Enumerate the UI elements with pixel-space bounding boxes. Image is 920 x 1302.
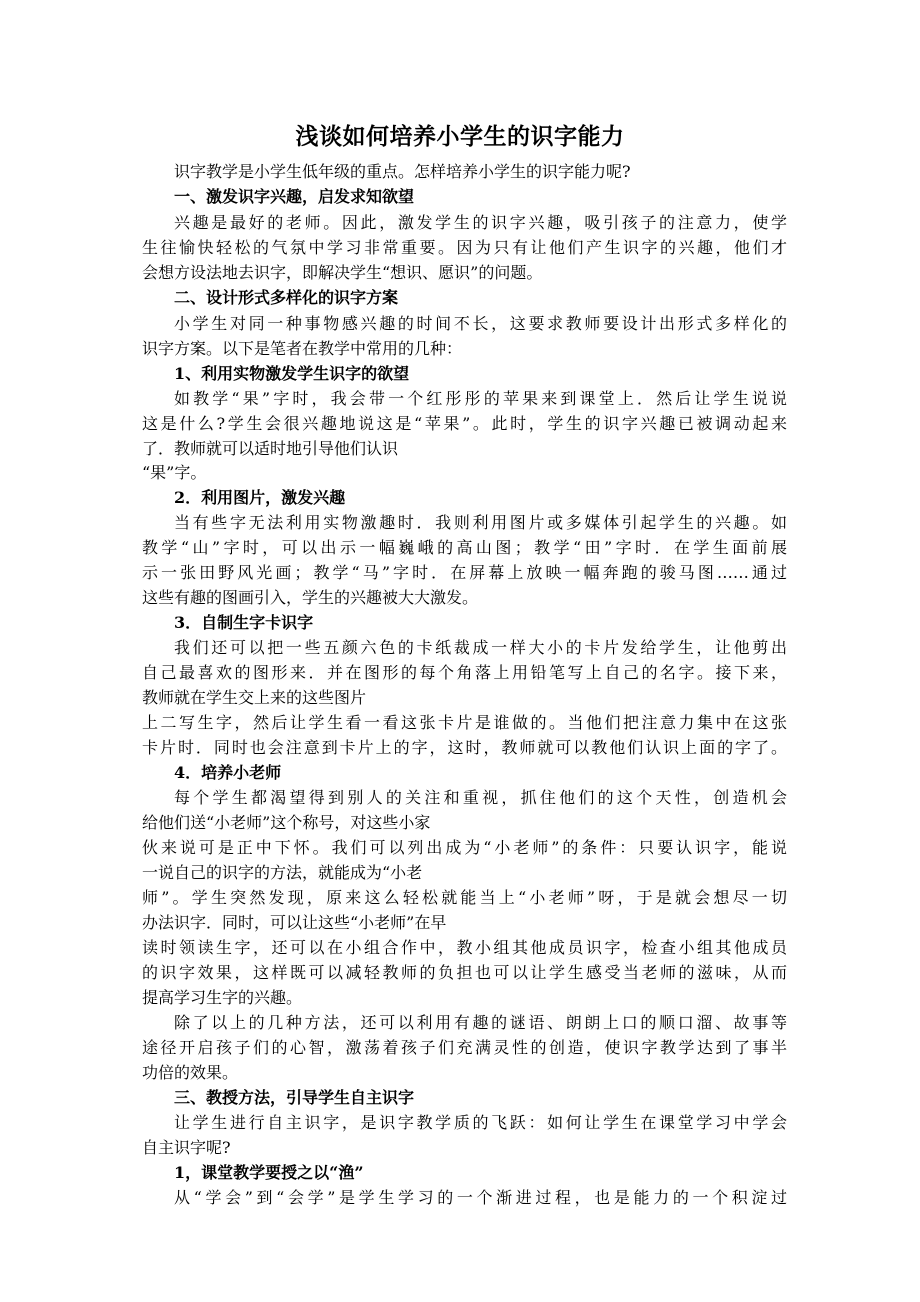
body-text-line: 小学生对同一种事物感兴趣的时间不长，这要求教师要设计出形式多样化的 [174, 314, 787, 333]
body-text-line: 卡片时．同时也会注意到卡片上的字，这时，教师就可以教他们认识上面的字了。 [142, 738, 787, 757]
section-heading: 1，课堂教学要授之以“渔” [174, 1163, 364, 1182]
section-heading: 1、利用实物激发学生识字的欲望 [174, 364, 410, 383]
body-text-line: 生往愉快轻松的气氛中学习非常重要。因为只有让他们产生识字的兴趣，他们才 [142, 238, 787, 257]
body-text-line: 自主识字呢? [142, 1138, 231, 1157]
body-text-line: 如教学“果”字时，我会带一个红彤彤的苹果来到课堂上．然后让学生说说 [174, 389, 787, 408]
body-text-line: 会想方设法地去识字，即解决学生“想识、愿识”的问题。 [142, 263, 543, 282]
body-text-line: 了．教师就可以适时地引导他们认识 [142, 439, 399, 458]
body-text-line: 教师就在学生交上来的这些图片 [142, 688, 367, 707]
body-text-line: 这是什么?学生会很兴趣地说这是“苹果”。此时，学生的识字兴趣已被调动起来 [142, 414, 787, 433]
body-text-line: 兴趣是最好的老师。因此，激发学生的识字兴趣，吸引孩子的注意力，使学 [174, 213, 787, 232]
body-text-line: 提高学习生字的兴趣。 [142, 988, 303, 1007]
body-text-line: 识字教学是小学生低年级的重点。怎样培养小学生的识字能力呢? [174, 162, 631, 181]
body-text-line: 每个学生都渴望得到别人的关注和重视，抓住他们的这个天性，创造机会 [174, 788, 787, 807]
body-text-line: 一说自己的识字的方法，就能成为“小老 [142, 863, 423, 882]
section-heading: 三、教授方法，引导学生自主识字 [174, 1088, 415, 1107]
body-text-line: 识字方案。以下是笔者在教学中常用的几种： [142, 339, 463, 358]
body-text-line: 的识字效果，这样既可以减轻教师的负担也可以让学生感受当老师的滋味，从而 [142, 963, 787, 982]
body-text-line: 这些有趣的图画引入，学生的兴趣被大大激发。 [142, 588, 479, 607]
section-heading: 2．利用图片，激发兴趣 [174, 488, 346, 507]
body-text-line: 我们还可以把一些五颜六色的卡纸裁成一样大小的卡片发给学生，让他剪出 [174, 638, 787, 657]
body-text-line: 途径开启孩子们的心智，激荡着孩子们充满灵性的创造，使识字教学达到了事半 [142, 1038, 787, 1057]
body-text-line: 示一张田野风光画；教学“马”字时．在屏幕上放映一幅奔跑的骏马图……通过 [142, 563, 787, 582]
body-text-line: 除了以上的几种方法，还可以利用有趣的谜语、朗朗上口的顺口溜、故事等 [174, 1013, 787, 1032]
section-heading: 二、设计形式多样化的识字方案 [174, 288, 399, 307]
body-text-line: 师”。学生突然发现，原来这么轻松就能当上“小老师”呀，于是就会想尽一切 [142, 888, 787, 907]
section-heading: 一、激发识字兴趣，启发求知欲望 [174, 187, 415, 206]
body-text-line: 从“学会”到“会学”是学生学习的一个渐进过程，也是能力的一个积淀过 [174, 1188, 787, 1207]
body-text-line: 当有些字无法利用实物激趣时．我则利用图片或多媒体引起学生的兴趣。如 [174, 513, 787, 532]
section-heading: 4．培养小老师 [174, 763, 282, 782]
body-text-line: 伙来说可是正中下怀。我们可以列出成为“小老师”的条件：只要认识字，能说 [142, 838, 787, 857]
body-text-line: 功倍的效果。 [142, 1063, 239, 1082]
body-text-line: 给他们送“小老师”这个称号，对这些小家 [142, 813, 431, 832]
document-title: 浅谈如何培养小学生的识字能力 [295, 123, 625, 150]
body-text-line: 让学生进行自主识字，是识字教学质的飞跃：如何让学生在课堂学习中学会 [174, 1113, 787, 1132]
body-text-line: 上二写生字，然后让学生看一看这张卡片是谁做的。当他们把注意力集中在这张 [142, 713, 787, 732]
section-heading: 3．自制生字卡识字 [174, 613, 314, 632]
body-text-line: 自己最喜欢的图形来．并在图形的每个角落上用铅笔写上自己的名字。接下来， [142, 663, 787, 682]
body-text-line: 教学“山”字时，可以出示一幅巍峨的高山图；教学“田”字时．在学生面前展 [142, 538, 787, 557]
body-text-line: 读时领读生字，还可以在小组合作中，教小组其他成员识字，检查小组其他成员 [142, 938, 787, 957]
body-text-line: “果”字。 [142, 463, 207, 482]
body-text-line: 办法识字．同时，可以让这些“小老师”在早 [142, 913, 447, 932]
